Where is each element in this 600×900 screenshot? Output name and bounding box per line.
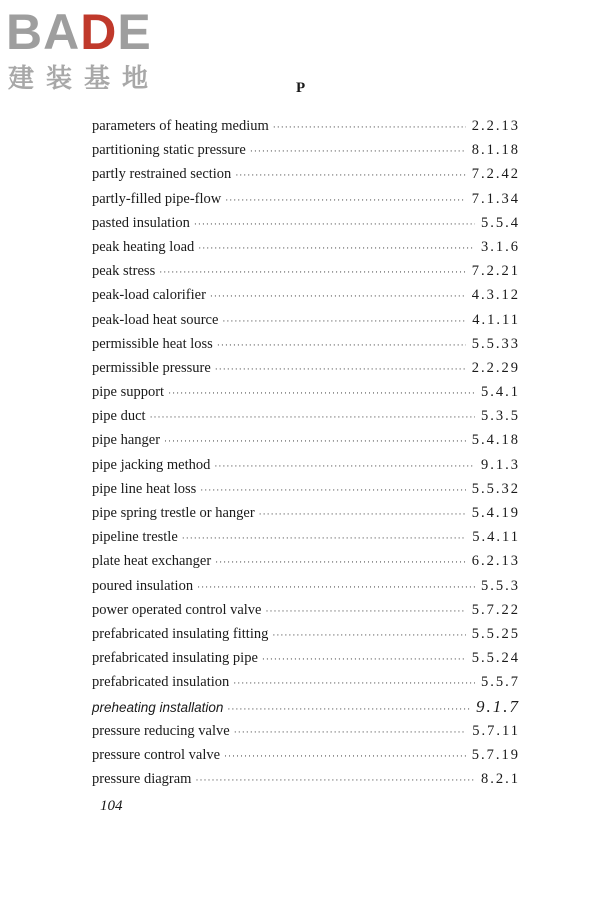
entry-reference: 5.4.11	[472, 529, 520, 546]
logo-text-accent: D	[80, 4, 118, 60]
logo-subtitle: 建装基地	[8, 64, 161, 94]
entry-term: pasted insulation	[92, 214, 190, 231]
dot-leader	[233, 672, 475, 686]
entry-term: peak-load calorifier	[92, 287, 206, 304]
logo-text-prefix: BA	[6, 4, 81, 60]
entry-reference: 5.4.19	[471, 505, 520, 521]
index-entry	[92, 406, 520, 430]
dot-leader	[150, 406, 475, 420]
entry-term: pipe duct	[92, 408, 146, 425]
index-entry	[92, 237, 520, 261]
entry-reference: 5.5.25	[471, 625, 520, 642]
dot-leader	[168, 382, 475, 396]
site-logo	[6, 4, 176, 96]
logo-wordmark	[6, 4, 152, 60]
index-entry	[92, 334, 520, 358]
dot-leader	[182, 527, 467, 541]
entry-reference: 7.2.21	[471, 263, 520, 280]
entry-reference: 5.3.5	[481, 408, 520, 425]
entry-reference: 2.2.13	[471, 118, 520, 134]
entry-term: parameters of heating medium	[92, 118, 269, 134]
entry-reference: 5.5.3	[481, 577, 520, 594]
entry-term: pipe spring trestle or hanger	[92, 505, 255, 521]
index-entry	[92, 648, 520, 672]
entry-reference: 3.1.6	[481, 238, 520, 255]
dot-leader	[235, 164, 465, 178]
entry-reference: 5.7.22	[471, 601, 520, 618]
logo-text-suffix: E	[117, 4, 152, 60]
dot-leader	[215, 551, 466, 565]
dot-leader	[272, 624, 465, 638]
entry-reference: 5.7.11	[472, 722, 520, 739]
entry-term: pipeline trestle	[92, 529, 178, 546]
index-entry	[92, 600, 520, 624]
dot-leader	[200, 479, 465, 493]
index-entry	[92, 285, 520, 309]
dot-leader	[198, 237, 475, 251]
dot-leader	[225, 189, 466, 203]
dot-leader	[214, 455, 475, 469]
page-number: 104	[100, 798, 123, 814]
entry-term: permissible heat loss	[92, 335, 213, 352]
entry-term: partly restrained section	[92, 166, 232, 183]
entry-reference: 5.4.1	[481, 384, 520, 401]
entry-term: pipe hanger	[92, 432, 161, 449]
dot-leader	[215, 358, 466, 372]
entry-reference: 9.1.3	[481, 456, 520, 473]
dot-leader	[273, 116, 466, 130]
dot-leader	[250, 140, 466, 154]
dot-leader	[195, 769, 475, 783]
entry-term: prefabricated insulation	[92, 674, 230, 691]
entry-reference: 7.2.42	[471, 166, 520, 183]
index-entry	[92, 140, 520, 164]
entry-term: pressure control valve	[92, 746, 221, 763]
entry-reference: 4.1.11	[472, 311, 520, 328]
index-entry	[92, 672, 520, 696]
index-entry	[92, 527, 520, 551]
entry-reference: 5.5.4	[481, 214, 520, 231]
entry-reference: 4.3.12	[471, 287, 520, 304]
entry-reference: 5.5.33	[471, 335, 520, 352]
entry-term: plate heat exchanger	[92, 553, 212, 570]
dot-leader	[234, 721, 467, 735]
entry-term: partitioning static pressure	[92, 142, 246, 159]
dot-leader	[197, 576, 475, 590]
dot-leader	[227, 698, 470, 712]
entry-term: power operated control valve	[92, 601, 262, 618]
entry-term: pipe jacking method	[92, 456, 211, 473]
entry-term: prefabricated insulating pipe	[92, 650, 258, 667]
entry-term: pipe line heat loss	[92, 480, 197, 497]
dot-leader	[194, 213, 475, 227]
dot-leader	[266, 600, 466, 614]
entry-term: permissible pressure	[92, 359, 211, 376]
dot-leader	[259, 503, 466, 517]
index-entry	[92, 769, 520, 793]
entry-reference: 8.2.1	[481, 771, 520, 788]
entry-term: partly-filled pipe-flow	[92, 190, 222, 207]
entry-reference: 7.1.34	[471, 190, 520, 207]
entry-term: prefabricated insulating fitting	[92, 625, 269, 642]
index-entry-list	[92, 116, 520, 793]
index-entry	[92, 116, 520, 140]
entry-term: peak heating load	[92, 238, 195, 255]
entry-term: pipe support	[92, 384, 165, 401]
index-entry	[92, 430, 520, 454]
dot-leader	[262, 648, 466, 662]
dot-leader	[159, 261, 466, 275]
entry-reference: 5.7.19	[471, 746, 520, 763]
entry-reference: 2.2.29	[471, 359, 520, 376]
index-entry	[92, 455, 520, 479]
index-entry	[92, 164, 520, 188]
dot-leader	[164, 430, 466, 444]
entry-reference: 5.5.24	[471, 650, 520, 667]
dot-leader	[217, 334, 466, 348]
dot-leader	[210, 285, 466, 299]
index-entry	[92, 745, 520, 769]
entry-reference: 9.1.7	[476, 696, 520, 716]
dot-leader	[224, 745, 466, 759]
entry-reference: 5.4.18	[471, 432, 520, 449]
index-entry	[92, 551, 520, 575]
entry-reference: 6.2.13	[471, 553, 520, 570]
entry-term: peak stress	[92, 263, 156, 280]
index-entry	[92, 503, 520, 527]
index-entry	[92, 479, 520, 503]
entry-term: peak-load heat source	[92, 311, 219, 328]
index-entry	[92, 358, 520, 382]
index-entry	[92, 382, 520, 406]
index-entry	[92, 721, 520, 745]
index-entry	[92, 697, 520, 721]
index-entry	[92, 261, 520, 285]
entry-reference: 5.5.32	[471, 480, 520, 497]
index-entry	[92, 576, 520, 600]
section-heading: P	[296, 80, 306, 96]
entry-term: preheating installation	[92, 699, 224, 715]
entry-term: poured insulation	[92, 577, 194, 594]
entry-term: pressure diagram	[92, 771, 192, 788]
entry-reference: 8.1.18	[471, 142, 520, 159]
index-entry	[92, 213, 520, 237]
index-entry	[92, 189, 520, 213]
index-entry	[92, 310, 520, 334]
entry-term: pressure reducing valve	[92, 722, 230, 739]
entry-reference: 5.5.7	[481, 674, 520, 691]
dot-leader	[222, 310, 466, 324]
index-entry	[92, 624, 520, 648]
